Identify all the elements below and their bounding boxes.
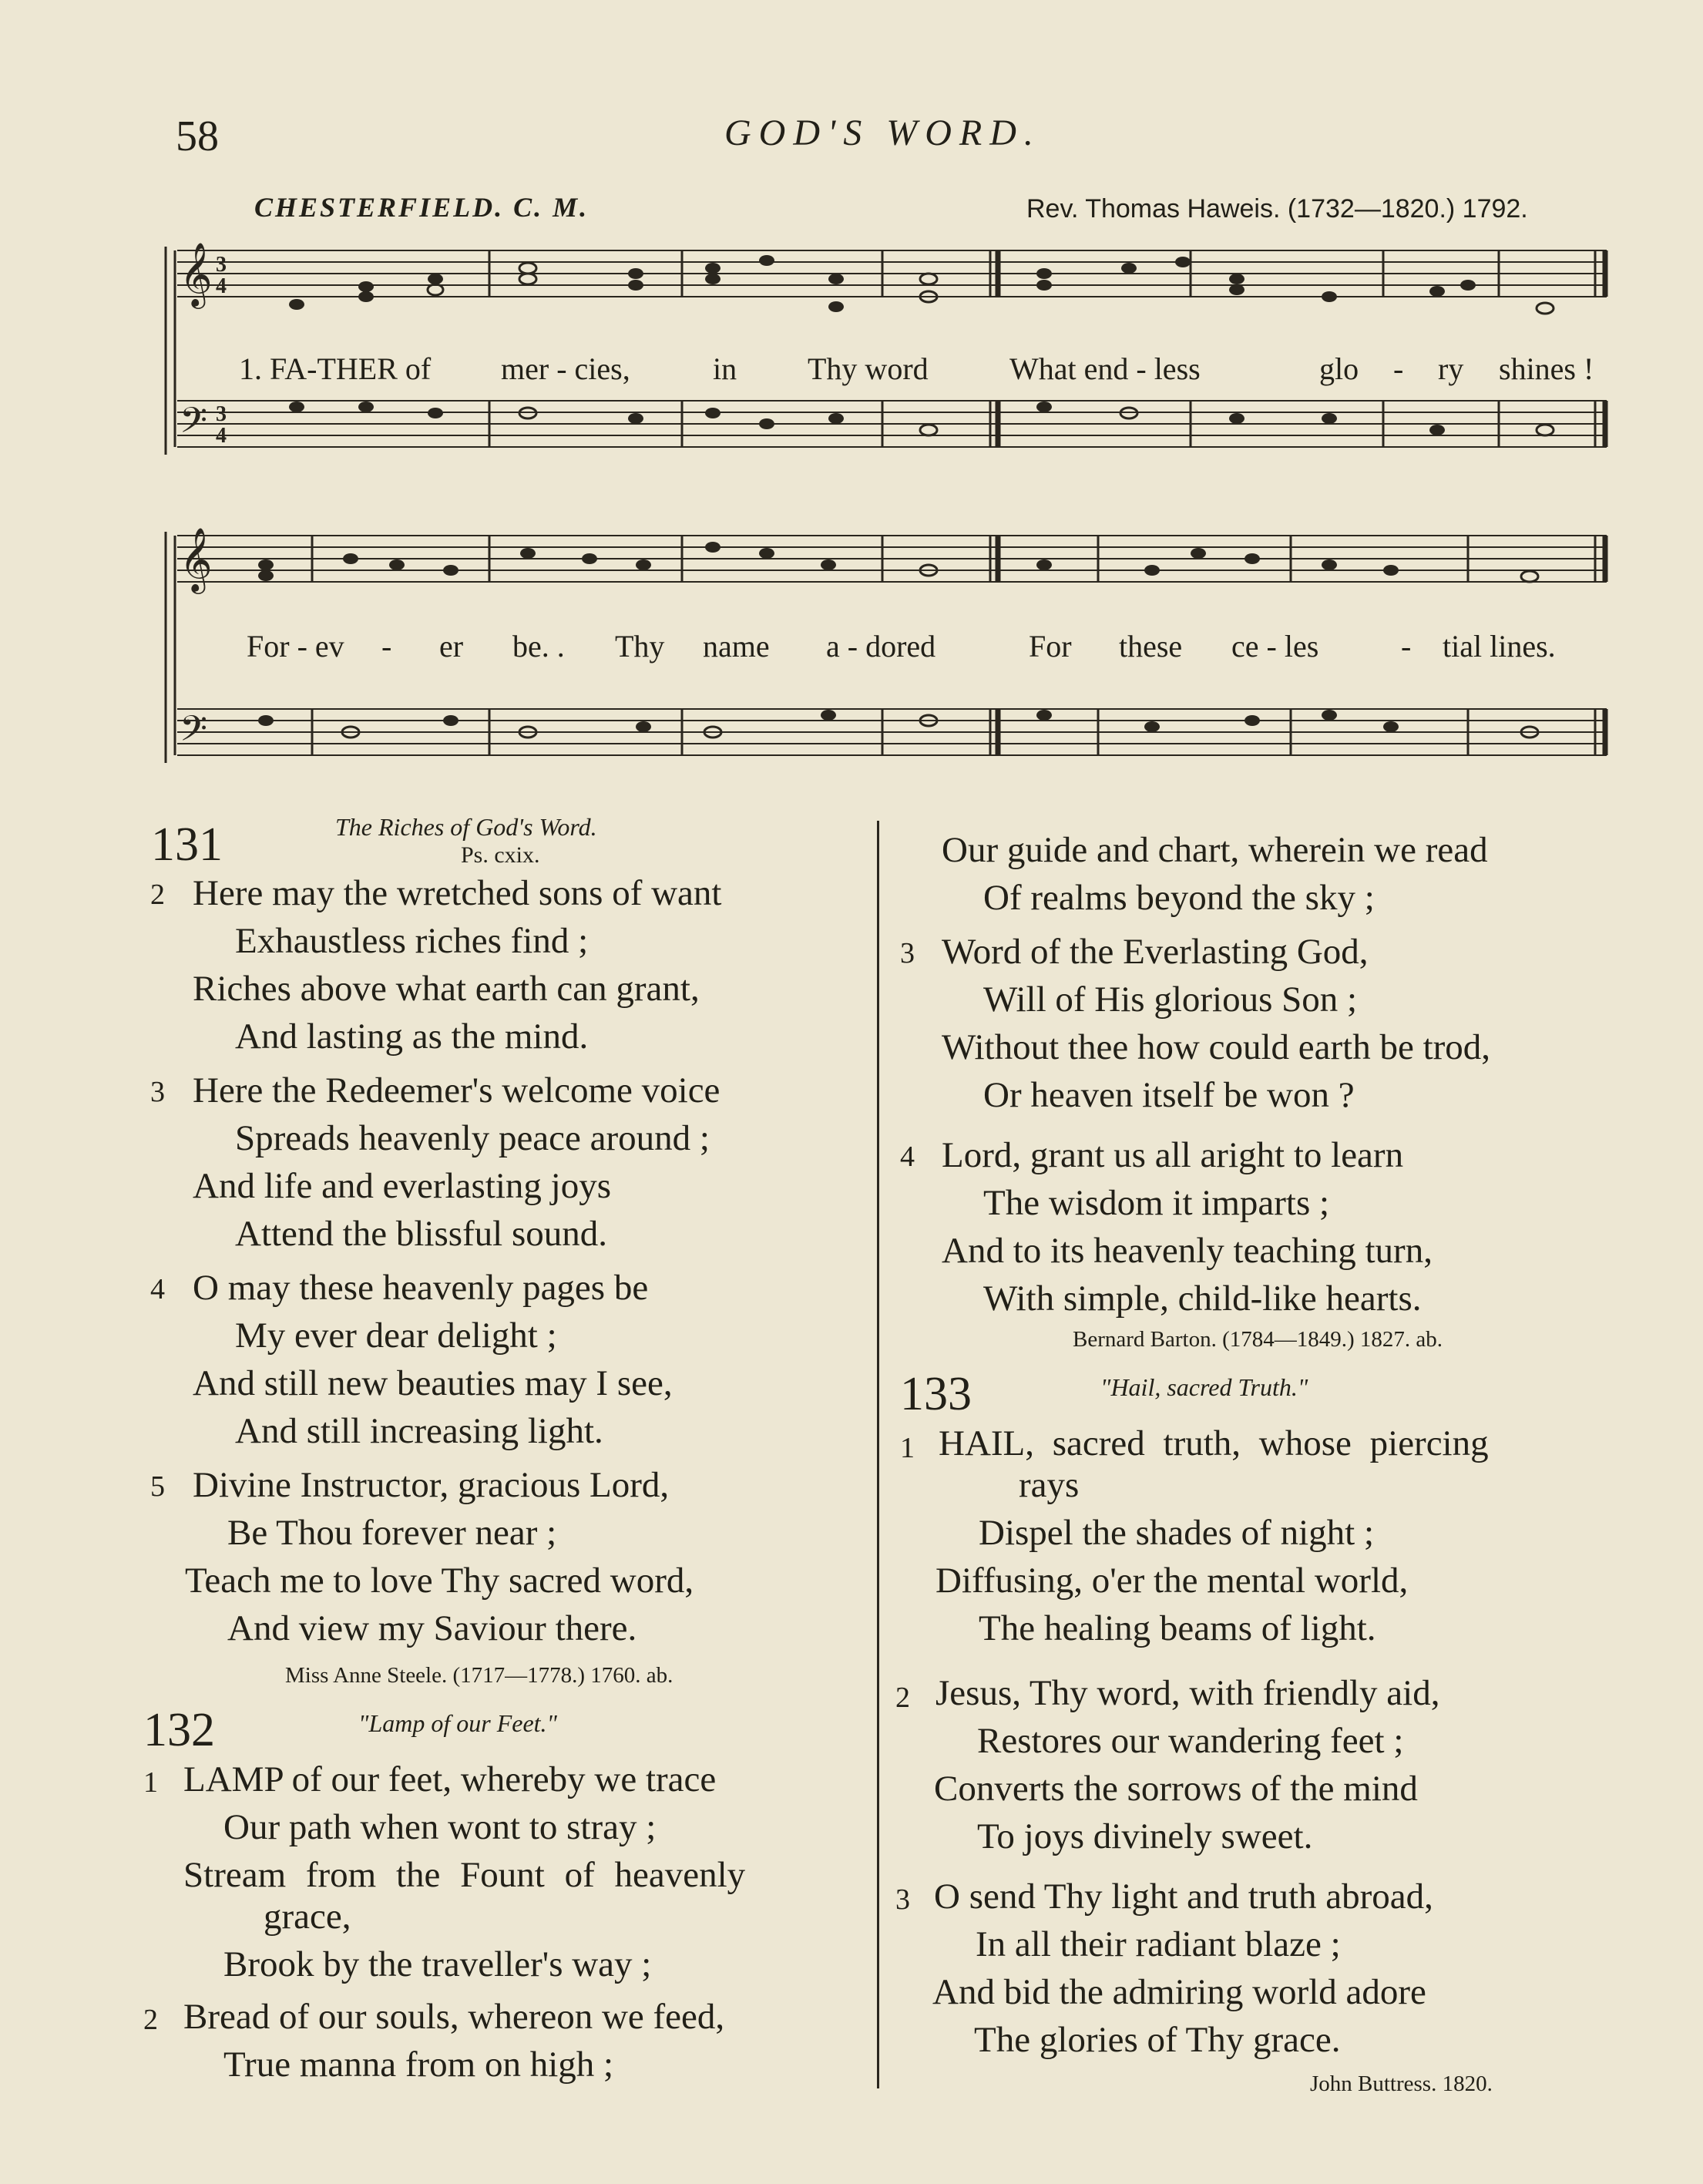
hymn-number-133: 133 [900,1368,972,1420]
verse-number: 1 [900,1432,915,1464]
lyric-syllable: tial lines. [1443,629,1556,664]
verse-line: And bid the admiring world adore [932,1972,1426,2012]
lyric-syllable: a - dored [826,629,936,664]
svg-text:3: 3 [216,402,227,426]
verse-line: The glories of Thy grace. [974,2020,1341,2060]
verse-number: 3 [150,1076,165,1108]
verse-line: Lord, grant us all aright to learn [942,1135,1404,1175]
verse-line: Dispel the shades of night ; [979,1513,1375,1553]
hymn-number-131: 131 [151,818,223,871]
verse-line: rays [1019,1465,1080,1505]
psalm-reference: Ps. cxix. [461,842,540,868]
verse-line: In all their radiant blaze ; [976,1924,1341,1964]
lyric-syllable: name [703,629,770,664]
lyric-syllable: Thy [615,629,665,664]
verse-line: Teach me to love Thy sacred word, [185,1561,694,1601]
verse-line: O send Thy light and truth abroad, [934,1877,1433,1917]
verse-line: Brook by the traveller's way ; [223,1944,652,1984]
verse-line: Be Thou forever near ; [227,1513,557,1553]
verse-number: 2 [895,1682,910,1714]
running-head: GOD'S WORD. [724,113,1041,153]
lyric-syllable: For - ev [247,629,344,664]
verse-line: Word of the Everlasting God, [942,932,1369,972]
verse-number: 3 [900,937,915,969]
verse-line: And still new beauties may I see, [193,1363,673,1403]
page-number: 58 [176,113,219,160]
svg-text:4: 4 [216,274,227,298]
lyric-syllable: be. . [512,629,565,664]
verse-line: Stream from the Fount of heavenly [183,1855,746,1895]
verse-line: Divine Instructor, gracious Lord, [193,1465,670,1505]
lyric-syllable: ry [1438,351,1464,386]
svg-text:𝄞: 𝄞 [180,241,213,306]
hymn-title-132: "Lamp of our Feet." [358,1709,557,1737]
verse-number: 2 [143,2004,158,2036]
verse-line: And to its heavenly teaching turn, [942,1231,1433,1271]
svg-text:𝄞: 𝄞 [180,526,213,591]
verse-line: Or heaven itself be won ? [983,1075,1355,1115]
lyric-syllable: ce - les [1231,629,1319,664]
lyric-syllable: - [381,629,392,664]
verse-line: HAIL, sacred truth, whose piercing [939,1423,1489,1463]
verse-line: With simple, child-like hearts. [983,1278,1422,1319]
verse-number: 1 [143,1766,158,1799]
lyric-syllable: - [1393,351,1404,386]
hymn-title-133: "Hail, sacred Truth." [1100,1373,1308,1401]
verse-line: Exhaustless riches find ; [235,921,589,961]
verse-line: Jesus, Thy word, with friendly aid, [935,1673,1440,1713]
svg-text:𝄢: 𝄢 [180,708,208,758]
verse-line: Here the Redeemer's welcome voice [193,1070,720,1110]
verse-line: Without thee how could earth be trod, [942,1027,1491,1067]
tune-name: CHESTERFIELD. C. M. [254,192,590,223]
verse-line: Of realms beyond the sky ; [983,878,1375,918]
lyric-syllable: shines ! [1499,351,1594,386]
verse-line: Restores our wandering feet ; [977,1721,1404,1761]
svg-text:3: 3 [216,253,227,277]
verse-line: Our guide and chart, wherein we read [942,830,1488,870]
verse-line: Converts the sorrows of the mind [934,1769,1418,1809]
verse-line: My ever dear delight ; [235,1315,557,1356]
verse-line: True manna from on high ; [223,2045,614,2085]
verse-number: 5 [150,1470,165,1503]
verse-line: Bread of our souls, whereon we feed, [183,1997,725,2037]
verse-line: Spreads heavenly peace around ; [235,1118,710,1158]
lyric-syllable: in [713,351,737,386]
svg-text:𝄢: 𝄢 [180,400,208,450]
verse-line: O may these heavenly pages be [193,1268,649,1308]
verse-line: Will of His glorious Son ; [983,979,1358,1020]
verse-line: And still increasing light. [235,1411,603,1451]
lyric-syllable: Thy word [808,351,929,386]
verse-line: The healing beams of light. [979,1608,1376,1648]
hymn-number-132: 132 [143,1704,215,1756]
verse-line: grace, [264,1897,351,1937]
svg-text:4: 4 [216,424,227,448]
lyric-syllable: What end - less [1009,351,1201,386]
verse-line: And life and everlasting joys [193,1166,611,1206]
lyric-syllable: glo [1319,351,1359,386]
hymn-title-131: The Riches of God's Word. [335,813,597,841]
verse-line: And view my Saviour there. [227,1608,637,1648]
tune-composer: Rev. Thomas Haweis. (1732—1820.) 1792. [1026,194,1528,223]
attribution-132: Bernard Barton. (1784—1849.) 1827. ab. [1073,1327,1443,1352]
lyric-syllable: For [1029,629,1072,664]
verse-number: 4 [150,1273,165,1305]
verse-line: The wisdom it imparts ; [983,1183,1330,1223]
verse-line: Riches above what earth can grant, [193,969,700,1009]
lyric-syllable: - [1401,629,1412,664]
verse-line: And lasting as the mind. [235,1016,589,1057]
verse-number: 4 [900,1141,915,1173]
verse-line: Here may the wretched sons of want [193,873,722,913]
verse-line: Our path when wont to stray ; [223,1807,657,1847]
verse-line: To joys divinely sweet. [977,1816,1313,1856]
attribution-133: John Buttress. 1820. [1310,2071,1493,2096]
attribution-131: Miss Anne Steele. (1717—1778.) 1760. ab. [285,1663,673,1688]
lyric-syllable: er [439,629,464,664]
verse-line: LAMP of our feet, whereby we trace [183,1759,717,1799]
lyric-syllable: these [1119,629,1183,664]
lyric-syllable: mer - cies, [501,351,630,386]
verse-line: Diffusing, o'er the mental world, [935,1561,1409,1601]
verse-number: 2 [150,879,165,911]
lyric-syllable: 1. FA-THER of [239,351,432,386]
verse-line: Attend the blissful sound. [235,1214,608,1254]
verse-number: 3 [895,1883,910,1916]
